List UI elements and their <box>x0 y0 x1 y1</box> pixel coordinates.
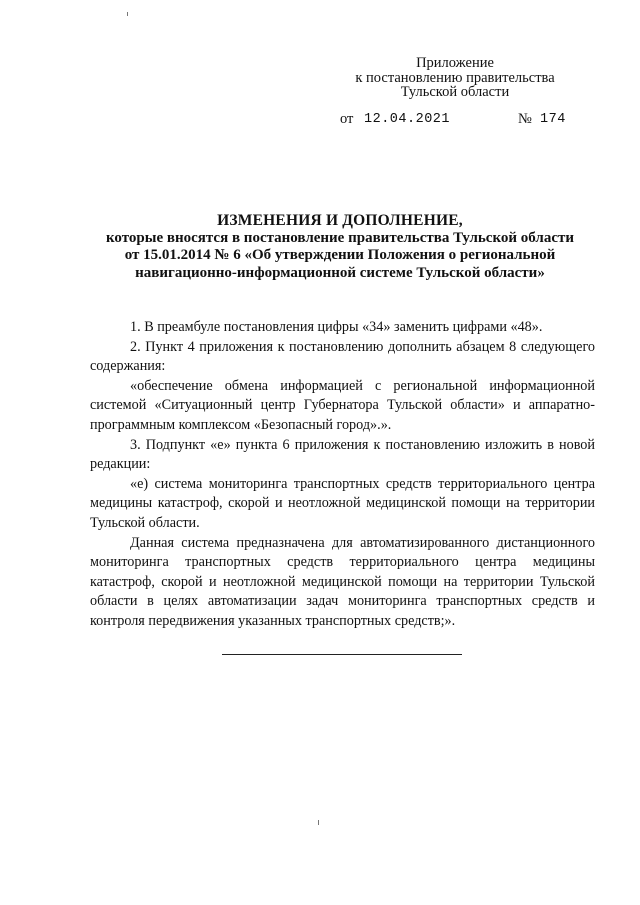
appendix-line: Приложение <box>416 55 494 71</box>
paragraph: 3. Подпункт «е» пункта 6 приложения к постановлению изложить в новой редакции: <box>90 436 595 473</box>
paragraph: «обеспечение обмена информацией с региональной информационной системой «Ситуационный центр Губернатора Тульской области» и аппаратно-программным комплексом «Безопасный город».». <box>90 377 595 433</box>
title-line: от 15.01.2014 № 6 «Об утверждении Положения о региональной <box>124 247 556 263</box>
resolution-date: 12.04.2021 <box>364 112 451 127</box>
appendix-line: к постановлению правительства <box>355 69 555 86</box>
paragraph: 1. В преамбуле постановления цифры «34» заменить цифрами «48». <box>130 319 543 335</box>
document-body <box>90 318 595 632</box>
paragraph: «е) система мониторинга транспортных средств территориального центра медицины катастроф, скорой и неотложной медицинской помощи на территории Тульской области. <box>90 475 595 531</box>
scan-speck <box>127 12 128 16</box>
number-sign: № <box>518 111 532 127</box>
appendix-line: Тульской области <box>400 84 510 100</box>
title-line: навигационно-информационной системе Тульской области» <box>135 264 545 281</box>
end-divider <box>222 654 462 655</box>
title-main: ИЗМЕНЕНИЯ И ДОПОЛНЕНИЕ, <box>217 212 463 229</box>
paragraph: 2. Пункт 4 приложения к постановлению дополнить абзацем 8 следующего содержания: <box>90 338 595 375</box>
appendix-block <box>330 56 580 100</box>
scan-speck <box>318 820 319 825</box>
date-prefix: от <box>340 111 354 127</box>
paragraph: Данная система предназначена для автоматизированного дистанционного мониторинга транспортных средств территориального центра медицины катастроф, скорой и неотложной медицинской помощи на территории Тульской области в целях автоматизации задач мониторинга транспортных средств и контроля передвижения указанных транспортных средств;». <box>90 534 595 629</box>
resolution-number: 174 <box>540 112 566 127</box>
title-line: которые вносятся в постановление правительства Тульской области <box>105 229 575 246</box>
document-title <box>90 212 590 282</box>
